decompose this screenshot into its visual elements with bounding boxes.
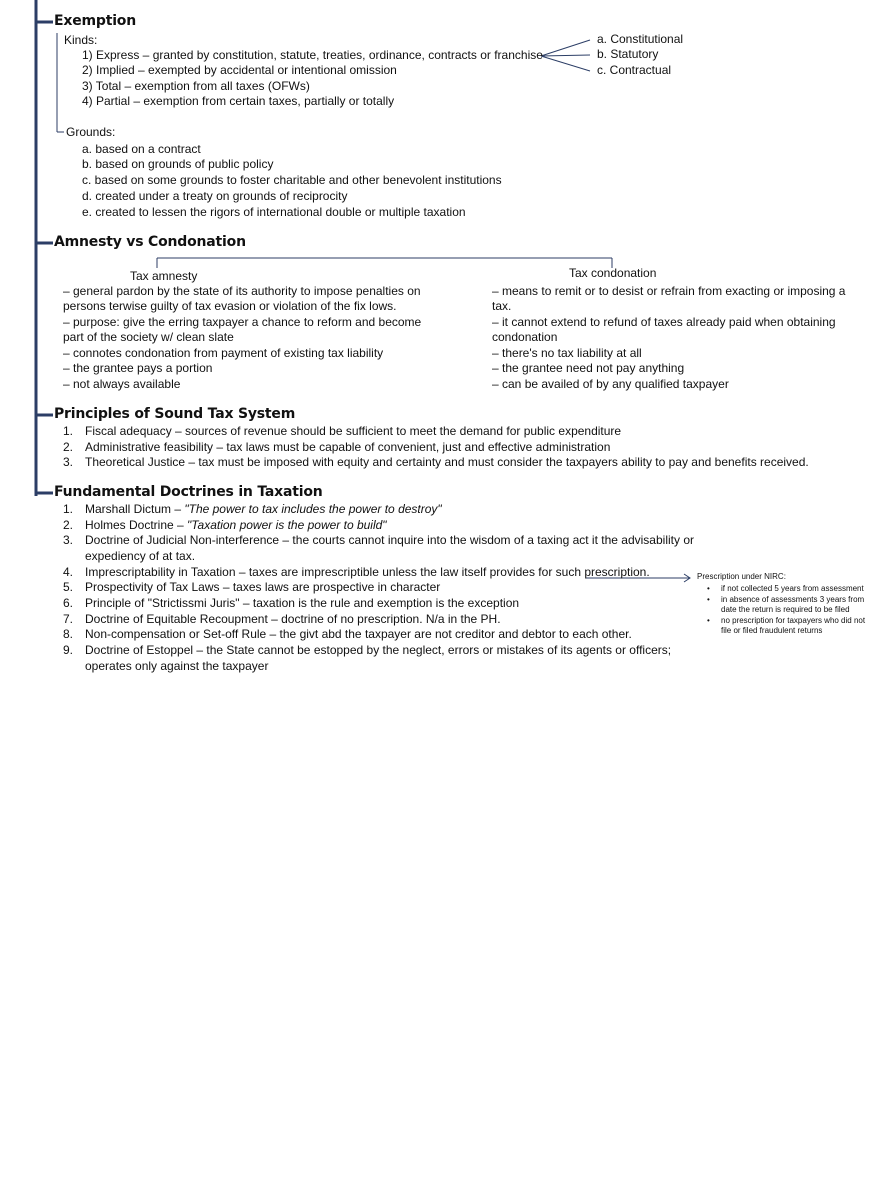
exemption-heading: Exemption [54, 13, 136, 29]
ground-item: d. created under a treaty on grounds of reciprocity [82, 189, 348, 203]
doctrine-item [63, 502, 442, 518]
item-text: Principle of "Strictissmi Juris" – taxation is the rule and exemption is the exception [85, 596, 520, 610]
amnesty-title: Tax amnesty [130, 269, 198, 283]
prescription-bullet: no prescription for taxpayers who did not [721, 616, 866, 625]
condonation-title: Tax condonation [569, 266, 657, 280]
item-number: 1. [63, 424, 74, 438]
amnesty-line: – the grantee pays a portion [63, 361, 213, 375]
item-text: Imprescriptability in Taxation – taxes are imprescriptible unless the law itself provides for such prescription. [85, 565, 650, 579]
item-number: 6. [63, 596, 74, 610]
kind-item: 3) Total – exemption from all taxes (OFWs) [82, 79, 310, 93]
bullet-icon: • [707, 595, 710, 604]
principle-item [63, 424, 621, 440]
item-text: Administrative feasibility – tax laws must be capable of convenient, just and effective administration [85, 440, 611, 454]
condonation-line: – means to remit or to desist or refrain from exacting or imposing a [492, 284, 846, 298]
amnesty-line: – purpose: give the erring taxpayer a chance to reform and become [63, 315, 422, 329]
item-text: Non-compensation or Set-off Rule – the givt abd the taxpayer are not creditor and debtor to each other. [85, 627, 632, 641]
condonation-line: – it cannot extend to refund of taxes already paid when obtaining [492, 315, 836, 329]
prescription-bullet: if not collected 5 years from assessment [721, 584, 864, 593]
item-number: 8. [63, 627, 74, 641]
express-type: b. Statutory [597, 47, 659, 61]
doctrine-item-continued: operates only against the taxpayer [85, 659, 269, 673]
amnesty-line: – general pardon by the state of its authority to impose penalties on [63, 284, 421, 298]
condonation-line: – can be availed of by any qualified taxpayer [492, 377, 729, 391]
amnesty-line: – not always available [63, 377, 181, 391]
item-quote: "The power to tax includes the power to destroy" [184, 502, 442, 516]
doctrine-item [63, 533, 694, 549]
item-text: Prospectivity of Tax Laws – taxes laws are prospective in character [85, 580, 441, 594]
prescription-bullet-continued: date the return is required to be filed [721, 605, 850, 614]
kind-item: 2) Implied – exempted by accidental or intentional omission [82, 63, 397, 77]
item-quote: "Taxation power is the power to build" [187, 518, 387, 532]
condonation-line: – the grantee need not pay anything [492, 361, 685, 375]
doctrine-item [63, 627, 632, 643]
amnesty-line: persons terwise guilty of tax evasion or violation of the fix lows. [63, 299, 397, 313]
ground-item: c. based on some grounds to foster charitable and other benevolent institutions [82, 173, 502, 187]
ground-item: a. based on a contract [82, 142, 201, 156]
item-text: Holmes Doctrine – [85, 518, 188, 532]
condonation-line: tax. [492, 299, 512, 313]
doctrine-item [63, 518, 387, 534]
item-number: 3. [63, 455, 74, 469]
doctrine-item [63, 643, 671, 659]
item-number: 7. [63, 612, 74, 626]
item-number: 2. [63, 518, 74, 532]
prescription-bullet: in absence of assessments 3 years from [721, 595, 865, 604]
kind-item: 4) Partial – exemption from certain taxes, partially or totally [82, 94, 395, 108]
principles-heading: Principles of Sound Tax System [54, 406, 296, 422]
item-number: 2. [63, 440, 74, 454]
item-text: Fiscal adequacy – sources of revenue should be sufficient to meet the demand for public expenditure [85, 424, 622, 438]
amnesty-heading: Amnesty vs Condonation [54, 234, 246, 250]
condonation-line: condonation [492, 330, 558, 344]
kind-item: 1) Express – granted by constitution, statute, treaties, ordinance, contracts or franchise [82, 48, 543, 62]
doctrines-heading: Fundamental Doctrines in Taxation [54, 484, 323, 500]
doctrine-item [63, 612, 501, 628]
item-text: Doctrine of Estoppel – the State cannot be estopped by the neglect, errors or mistakes of its agents or officers; [85, 643, 672, 657]
principle-item [63, 440, 610, 456]
item-text: Marshall Dictum – [85, 502, 185, 516]
item-number: 9. [63, 643, 74, 657]
bullet-icon: • [707, 616, 710, 625]
item-text: Theoretical Justice – tax must be imposed with equity and certainty and must consider the taxpayers ability to pay and benefits received. [85, 455, 809, 469]
item-text: Doctrine of Judicial Non-interference – the courts cannot inquire into the wisdom of a taxing act it the advisability or [85, 533, 694, 547]
item-number: 4. [63, 565, 74, 579]
item-number: 3. [63, 533, 74, 547]
prescription-bullet-continued: file or filed fraudulent returns [721, 626, 823, 635]
amnesty-line: – connotes condonation from payment of existing tax liability [63, 346, 384, 360]
prescription-note-title: Prescription under NIRC: [697, 572, 786, 581]
kinds-label: Kinds: [64, 33, 98, 47]
express-type: c. Contractual [597, 63, 672, 77]
condonation-line: – there's no tax liability at all [492, 346, 642, 360]
item-text: Doctrine of Equitable Recoupment – doctrine of no prescription. N/a in the PH. [85, 612, 501, 626]
item-number: 1. [63, 502, 74, 516]
doctrine-item [63, 596, 519, 612]
doctrine-item-continued: expediency of at tax. [85, 549, 196, 563]
bullet-icon: • [707, 584, 710, 593]
amnesty-line: part of the society w/ clean slate [63, 330, 234, 344]
grounds-label: Grounds: [66, 125, 116, 139]
item-number: 5. [63, 580, 74, 594]
express-type: a. Constitutional [597, 32, 684, 46]
doctrine-item [63, 580, 440, 596]
doctrine-item [63, 565, 650, 581]
principle-item [63, 455, 809, 471]
ground-item: b. based on grounds of public policy [82, 157, 274, 171]
ground-item: e. created to lessen the rigors of international double or multiple taxation [82, 205, 466, 219]
